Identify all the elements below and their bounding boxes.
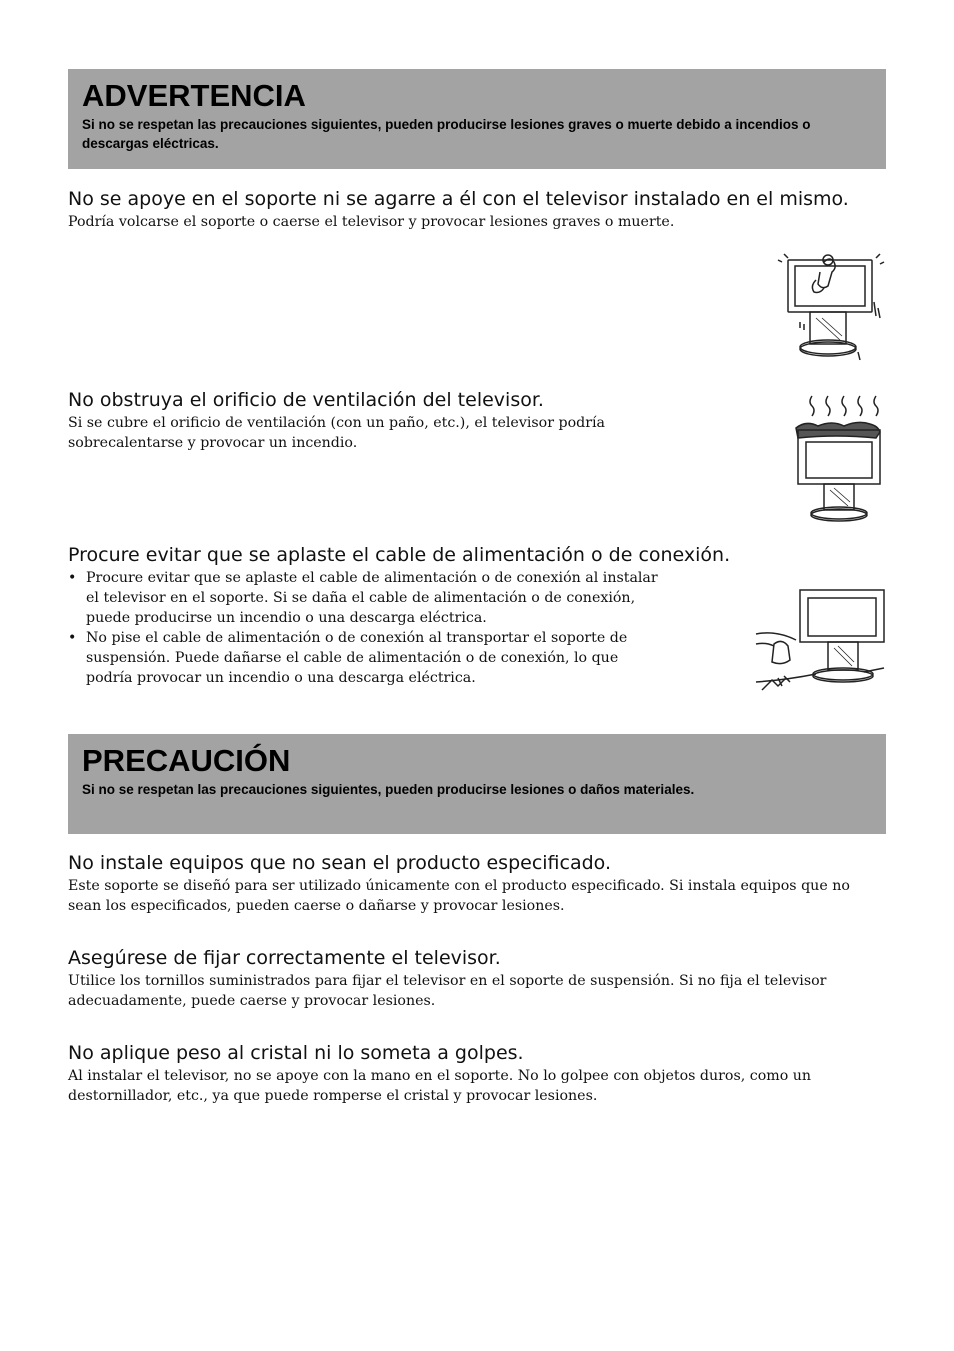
list-item: • Procure evitar que se aplaste el cable de alimentación o de conexión al instalar el televisor en el soporte. Si se daña el cable de alimentación o de conexión, puede producirse un incendio o una descarga eléctrica. bbox=[68, 568, 668, 628]
warning-banner bbox=[68, 69, 886, 169]
section-heading: Asegúrese de fijar correctamente el televisor. bbox=[68, 947, 501, 969]
section-body: Utilice los tornillos suministrados para fijar el televisor en el soporte de suspensión. Si no fija el televisor adecuadamente, puede caerse y provocar lesiones. bbox=[68, 973, 827, 1009]
section-body: Este soporte se diseñó para ser utilizado únicamente con el producto especificado. Si instala equipos que no sean los especificados, pueden caerse o dañarse y provocar lesiones. bbox=[68, 878, 850, 914]
section-heading: No se apoye en el soporte ni se agarre a él con el televisor instalado en el mismo. bbox=[68, 188, 849, 210]
tv-stand-climbing-illustration bbox=[776, 252, 886, 364]
section-body: Si se cubre el orificio de ventilación (con un paño, etc.), el televisor podría sobrecalentarse y provocar un incendio. bbox=[68, 415, 605, 451]
warning-section-cable bbox=[68, 543, 858, 688]
caution-section-glass bbox=[68, 1041, 886, 1106]
caution-section-equipment bbox=[68, 851, 886, 916]
warning-section-ventilation bbox=[68, 388, 668, 453]
caution-banner bbox=[68, 734, 886, 834]
cable-crush-illustration bbox=[754, 586, 888, 698]
section-heading: No obstruya el orificio de ventilación del televisor. bbox=[68, 389, 544, 411]
caution-section-fix bbox=[68, 946, 886, 1011]
section-body: Al instalar el televisor, no se apoye con la mano en el soporte. No lo golpee con objetos duros, como un destornillador, etc., ya que puede romperse el cristal y provocar lesiones. bbox=[68, 1068, 812, 1104]
warning-title: ADVERTENCIA bbox=[82, 78, 306, 113]
section-heading: Procure evitar que se aplaste el cable de alimentación o de conexión. bbox=[68, 544, 731, 566]
section-body: Podría volcarse el soporte o caerse el televisor y provocar lesiones graves o muerte. bbox=[68, 214, 675, 230]
section-heading: No instale equipos que no sean el producto especificado. bbox=[68, 852, 612, 874]
tv-covered-cloth-illustration bbox=[790, 392, 886, 524]
bullet-list bbox=[68, 568, 668, 688]
list-item: • No pise el cable de alimentación o de conexión al transportar el soporte de suspensión. Puede dañarse el cable de alimentación o de conexión, lo que podría provocar un incendio o una descarga eléctrica. bbox=[68, 628, 668, 688]
caution-title: PRECAUCIÓN bbox=[82, 743, 291, 778]
warning-section-lean bbox=[68, 187, 858, 232]
warning-subtitle: Si no se respetan las precauciones siguientes, pueden producirse lesiones graves o muerte debido a incendios o descargas eléctricas. bbox=[82, 117, 811, 151]
caution-subtitle: Si no se respetan las precauciones siguientes, pueden producirse lesiones o daños materiales. bbox=[82, 782, 695, 797]
section-heading: No aplique peso al cristal ni lo someta a golpes. bbox=[68, 1042, 524, 1064]
